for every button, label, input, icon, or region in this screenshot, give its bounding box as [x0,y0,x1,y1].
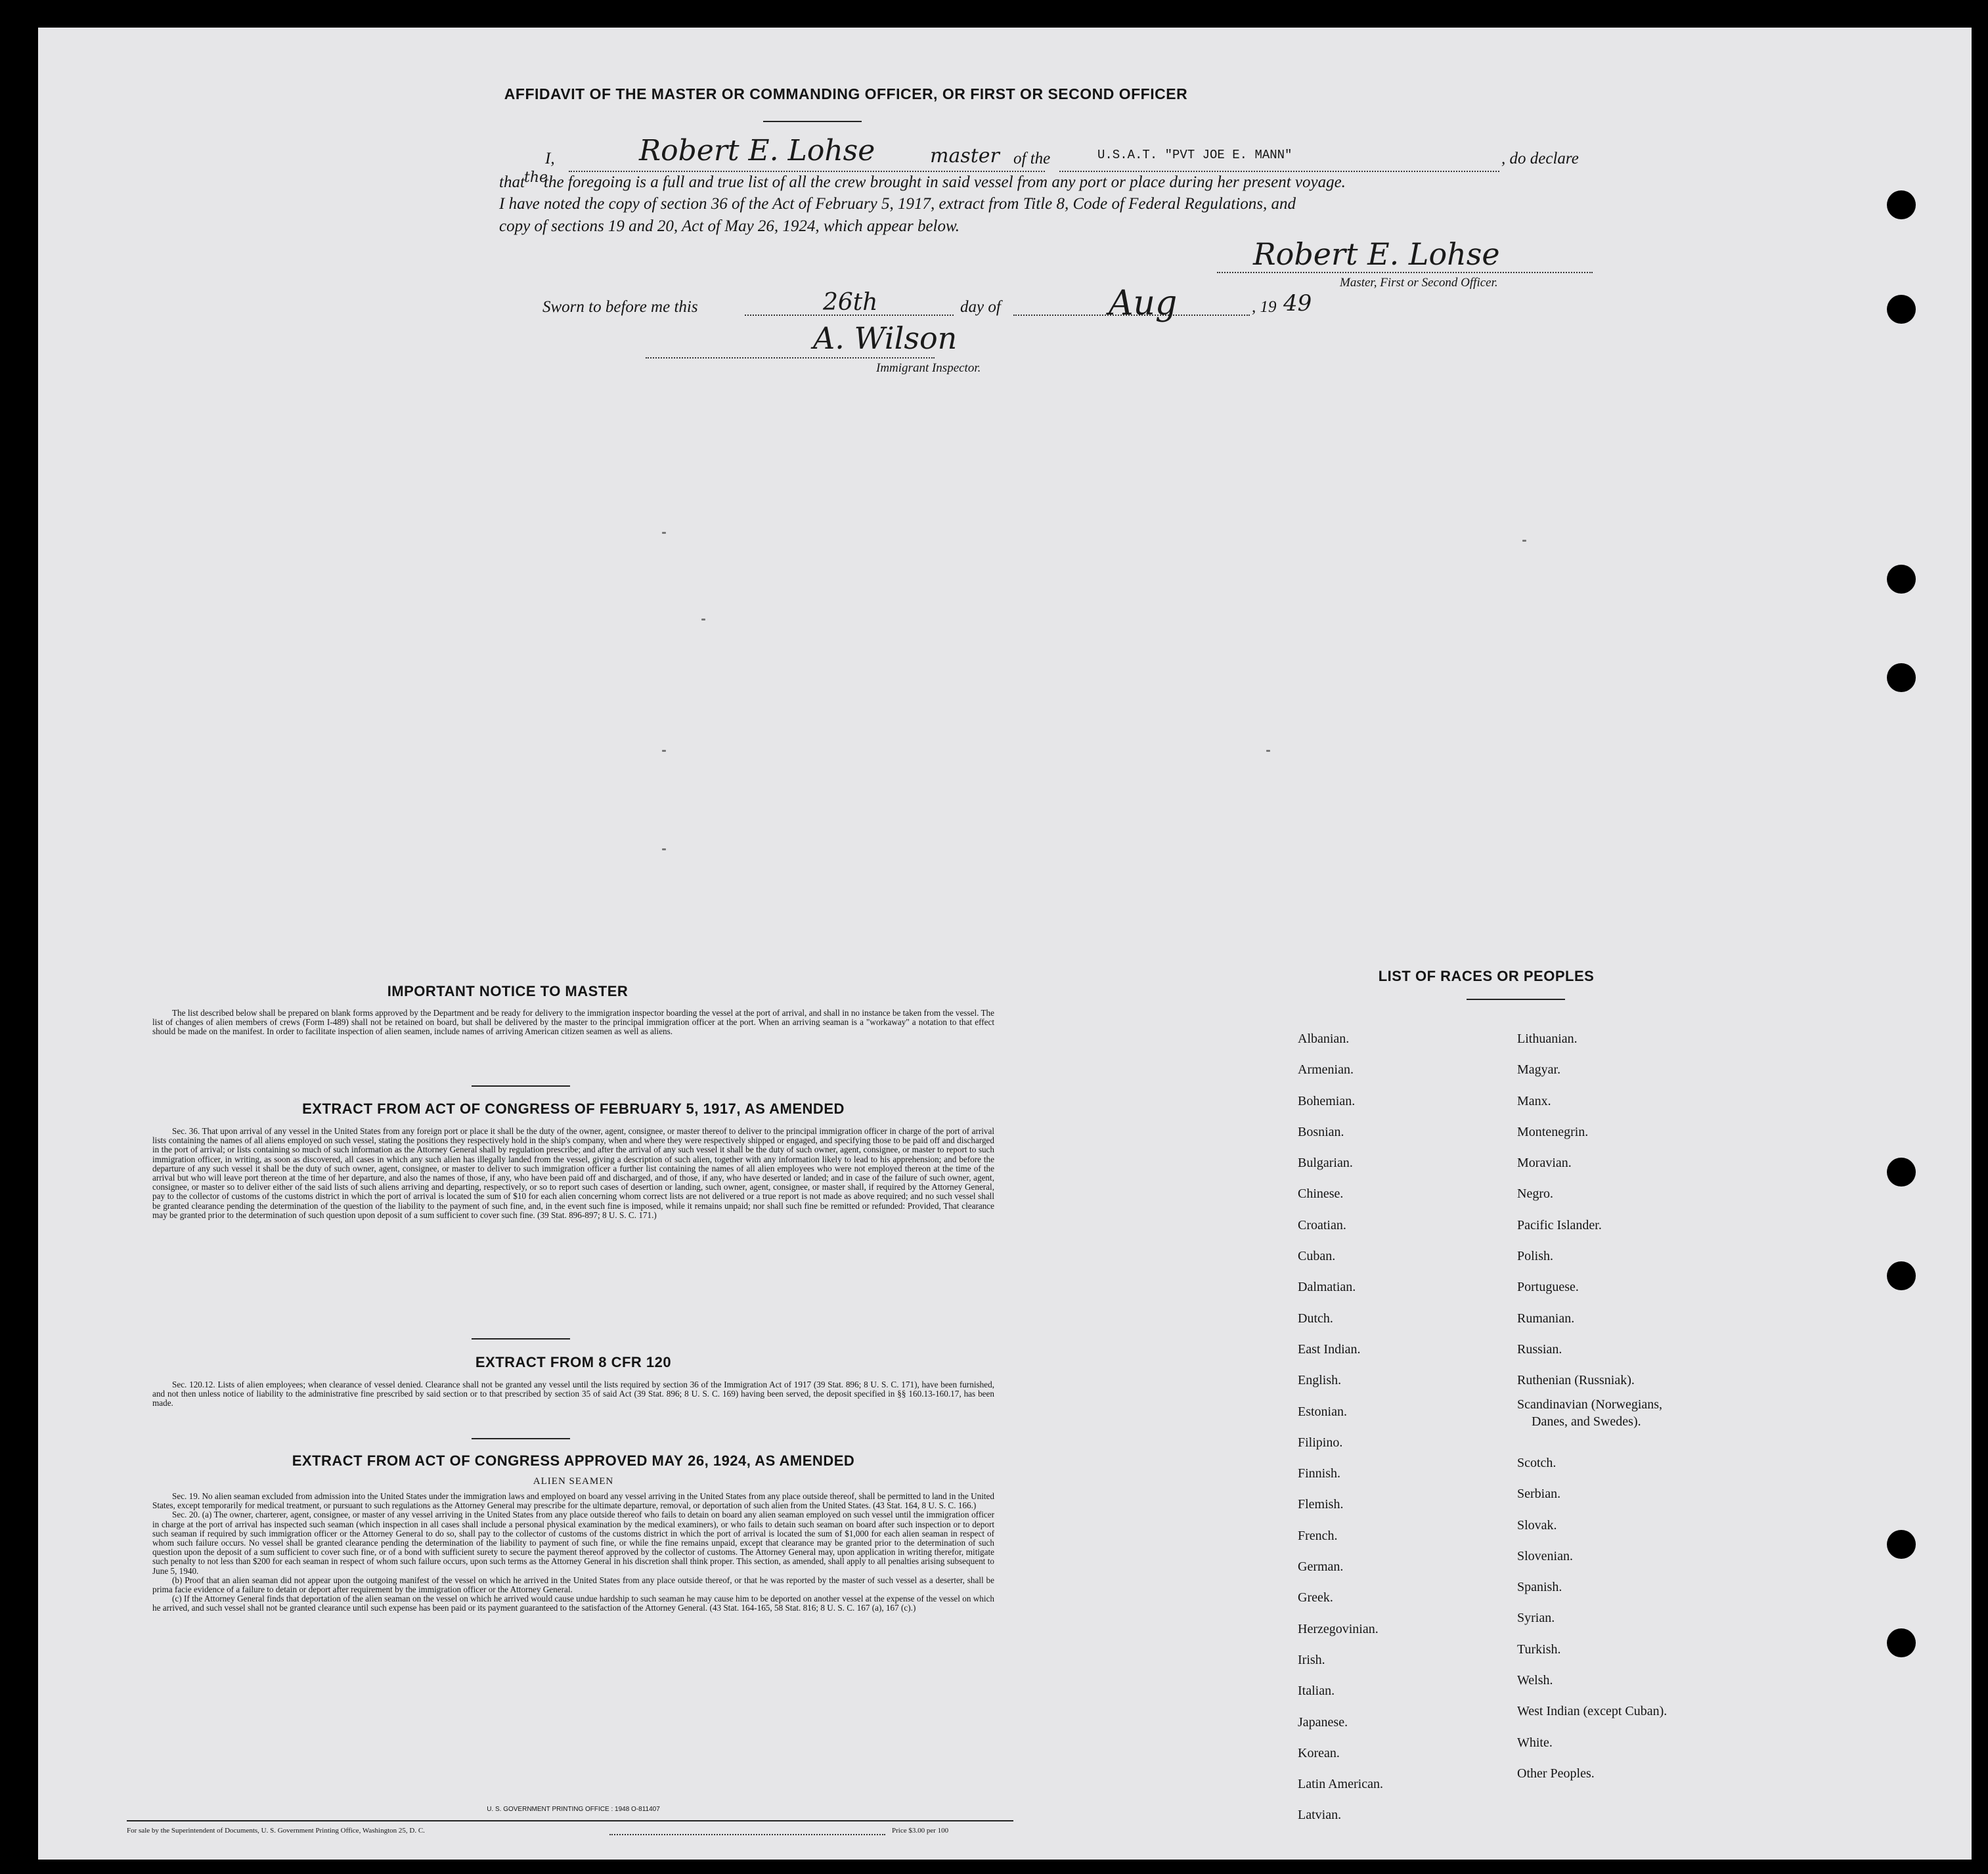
i-label: I, [545,150,555,167]
declarant-name: Robert E. Lohse [639,134,875,167]
footer-price: Price $3.00 per 100 [892,1827,949,1835]
that-label: that [499,173,525,191]
race-item: Dutch. [1298,1311,1333,1326]
race-item: Armenian. [1298,1062,1354,1078]
footer-sale-text: For sale by the Superintendent of Documents, U. S. Government Printing Office, Washington 25, D. C. [127,1827,425,1835]
inspector-signature-line [646,357,935,359]
race-item: French. [1298,1528,1338,1543]
extract-1924-title: EXTRACT FROM ACT OF CONGRESS APPROVED MAY 26, 1924, AS AMENDED [292,1452,855,1469]
declaration-line-1: the foregoing is a full and true list of all the crew brought in said vessel from any port or place during her present voyage. [544,173,1346,191]
punch-hole [1887,1530,1916,1559]
race-item: Latin American. [1298,1777,1383,1792]
declarant-line [569,171,1045,172]
vessel-name: U.S.A.T. "PVT JOE E. MANN" [1097,148,1292,162]
notice-divider [472,1085,570,1087]
race-item: Russian. [1517,1341,1562,1357]
race-item: English. [1298,1373,1342,1388]
punch-hole [1887,1158,1916,1187]
notice-title: IMPORTANT NOTICE TO MASTER [387,983,629,999]
document-page [38,28,1972,1860]
sec-20c-paragraph: (c) If the Attorney General finds that deportation of the alien seaman on the vessel on which he arrived would cause undue hardship to such seaman he may cause him to be deported on another vessel at the expense of the vessel on which he arrived, and such vessel shall not be granted clearance until such expense has been paid or its payment guaranteed to the satisfaction of the Attorney General. (43 Stat. 164-165, 58 Stat. 816; 8 U. S. C. 167 (a), 167 (c).) [152,1594,994,1613]
title-divider [763,121,862,122]
race-item: Korean. [1298,1745,1340,1760]
extract-cfr-paragraph: Sec. 120.12. Lists of alien employees; when clearance of vessel denied. Clearance shall not be granted any vessel until the lists required by section 36 of the Immigration Act of 1917 (39 Stat. 896; 8 U. S. C. 171), have been furnished, and not then unless notice of liability to the administrative fine prescribed by said section or to that prescribed by section 35 of said Act (39 Stat. 896; 8 U. S. C. 169) having been served, the deposit specified in §§ 160.13-160.17, has been made. [152,1380,994,1408]
race-item: Bulgarian. [1298,1156,1353,1171]
races-column-1 [1298,1024,1495,1831]
race-item: Spanish. [1517,1580,1562,1595]
bleed-mark [662,750,666,752]
scandinavian-line-2: Danes, and Swedes). [1532,1414,1641,1429]
race-item: Bosnian. [1298,1124,1344,1139]
race-item: Estonian. [1298,1404,1347,1419]
scandinavian-line-1: Scandinavian (Norwegians, [1517,1397,1663,1412]
race-item: Other Peoples. [1517,1766,1595,1781]
extract-cfr-divider [472,1438,570,1439]
race-item: Welsh. [1517,1673,1553,1688]
race-item: Finnish. [1298,1466,1341,1481]
extract-1924-subtitle: ALIEN SEAMEN [533,1476,614,1487]
sec-20a-paragraph: Sec. 20. (a) The owner, charterer, agent, consignee, or master of any vessel arriving in the United States from any place outside thereof who fails to detain on board any alien seaman employed on such vessel until the immigration officer in charge at the port of arrival has inspected such seaman (which inspection in all cases shall include a personal physical examination by the medical examiners), or who fails to detain such seaman on board after such inspection or to deport such seaman if required by such immigration officer or the Attorney General to do so, shall pay to the collector of customs of the customs district in which the port of arrival is located the sum of $1,000 for each alien seaman in respect of whom such failure occurs. No vessel shall be granted clearance pending the determination of the liability to payment of such fine, or while the fine remains unpaid, except that clearance may be granted prior to the determination of such question upon the deposit of a sum sufficient to cover such fine, or of a bond with sufficient surety to secure the payment thereof approved by the collector of customs. The Attorney General may, upon application in writing therefor, mitigate such penalty to not less than $200 for each seaman in respect of whom such failure occurs, upon such terms as the Attorney General in his discretion shall think proper. This section, as amended, shall apply to all penalties arising subsequent to June 5, 1940. [152,1510,994,1576]
race-item: Ruthenian (Russniak). [1517,1373,1635,1388]
master-signature-caption: Master, First or Second Officer. [1340,276,1498,290]
race-item: Rumanian. [1517,1311,1575,1326]
extract-cfr-title: EXTRACT FROM 8 CFR 120 [475,1354,672,1370]
inspector-caption: Immigrant Inspector. [876,361,981,375]
vessel-line [1059,171,1499,172]
declaration-line-3: copy of sections 19 and 20, Act of May 26, 1924, which appear below. [499,217,960,235]
race-item: Syrian. [1517,1611,1555,1626]
race-item: Pacific Islander. [1517,1217,1602,1232]
affidavit-title: AFFIDAVIT OF THE MASTER OR COMMANDING OFFICER, OR FIRST OR SECOND OFFICER [504,85,1188,102]
race-item: Flemish. [1298,1497,1344,1512]
race-item: Manx. [1517,1093,1551,1108]
extract-1924-text [152,1492,994,1613]
race-item: Slovenian. [1517,1548,1573,1563]
race-item-scandinavian [1517,1396,1662,1430]
footer-rule [127,1820,1013,1821]
punch-hole [1887,1261,1916,1290]
race-item: West Indian (except Cuban). [1517,1704,1668,1719]
master-signature: Robert E. Lohse [1253,236,1500,272]
punch-hole [1887,663,1916,692]
race-item: Serbian. [1517,1487,1561,1502]
race-item: Japanese. [1298,1714,1348,1730]
race-item: Negro. [1517,1187,1553,1202]
race-item: Portuguese. [1517,1280,1579,1295]
race-item: Polish. [1517,1249,1554,1264]
day-of-label: day of [960,298,1001,316]
race-item: White. [1517,1735,1553,1750]
race-item: Turkish. [1517,1642,1561,1657]
races-divider [1467,999,1565,1000]
race-item: Dalmatian. [1298,1280,1356,1295]
do-declare-label: , do declare [1501,150,1579,167]
that-handmark: the [524,169,548,186]
race-item: Chinese. [1298,1187,1344,1202]
sworn-month: Aug [1109,284,1178,323]
race-item: Croatian. [1298,1217,1346,1232]
race-item: Cuban. [1298,1249,1336,1264]
of-the-label: of the [1013,150,1051,167]
notice-paragraph: The list described below shall be prepared on blank forms approved by the Department and be ready for delivery to the immigration inspector boarding the vessel at the port of arrival, and shall in no instance be taken from the vessel. The list of changes of alien members of crews (Form I-489) shall not be retained on board, but shall be delivered by the master to the principal immigration officer at the port. When an arriving seaman is a "workaway" a notation to that effect should be made on the manifest. In order to facilitate inspection of alien seamen, include names of arriving American citizen seamen as well as aliens. [152,1008,994,1037]
race-item: Magyar. [1517,1062,1561,1078]
races-column-2 [1517,1024,1793,1397]
footer-dots [609,1834,885,1835]
notice-text [152,1009,994,1037]
race-item: Moravian. [1517,1156,1572,1171]
race-item: Scotch. [1517,1456,1557,1470]
race-item: Italian. [1298,1684,1335,1699]
races-title: LIST OF RACES OR PEOPLES [1378,968,1595,984]
race-item: Montenegrin. [1517,1124,1589,1139]
punch-hole [1887,565,1916,594]
race-item: East Indian. [1298,1341,1361,1357]
race-item: Herzegovinian. [1298,1621,1379,1636]
master-signature-line [1217,272,1593,273]
printing-office-imprint: U. S. GOVERNMENT PRINTING OFFICE : 1948 O-811407 [487,1806,660,1813]
race-item: German. [1298,1559,1344,1575]
sec-19-paragraph: Sec. 19. No alien seaman excluded from admission into the United States under the immigration laws and employed on board any vessel arriving in the United States from any place outside thereof, shall be permitted to land in the United States, except temporarily for medical treatment, or pursuant to such regulations as the Attorney General may prescribe for the ultimate departure, removal, or deportation of such alien from the United States. (43 Stat. 164, 8 U. S. C. 166.) [152,1491,994,1511]
race-item: Bohemian. [1298,1093,1356,1108]
sworn-label: Sworn to before me this [542,298,698,316]
punch-hole [1887,190,1916,219]
extract-1917-divider [472,1338,570,1340]
bleed-mark [662,848,666,850]
bleed-mark [662,532,666,534]
race-item: Slovak. [1517,1517,1557,1533]
bleed-mark [1266,750,1270,752]
bleed-mark [1522,540,1526,542]
sworn-day: 26th [823,289,878,316]
races-column-2-continued [1517,1448,1793,1789]
race-item: Greek. [1298,1590,1333,1605]
declaration-line-2: I have noted the copy of section 36 of the Act of February 5, 1917, extract from Title 8, Code of Federal Regulations, and [499,195,1296,213]
year-prefix: , 19 [1252,298,1277,316]
extract-1917-title: EXTRACT FROM ACT OF CONGRESS OF FEBRUARY 5, 1917, AS AMENDED [302,1100,845,1117]
extract-1917-paragraph: Sec. 36. That upon arrival of any vessel in the United States from any foreign port or place it shall be the duty of the owner, agent, consignee, or master thereof to deliver to the principal immigration officer in charge of the port of arrival lists containing the names of all aliens employed on such vessel, stating the positions they respectively hold in the ship's company, when and where they were respectively shipped or engaged, and specifying those to be paid off and discharged in the port of arrival; or lists containing so much of such information as the Attorney General shall by regulation prescribe; and after the arrival of any such vessel it shall be the duty of such owner, agent, consignee, or master to report to such immigration officer, in writing, as soon as discovered, all cases in which any such alien has illegally landed from the vessel, giving a description of such alien, together with any information likely to lead to his apprehension; and before the departure of any such vessel it shall be the duty of such owner, agent, consignee, or master to deliver to such immigration officer a further list containing the names of all alien employees who were not employed thereon at the time of the arrival but who will leave port thereon at the time of her departure, and also the names of those, if any, who have been paid off and discharged, and of those, if any, who have deserted or landed; and in case of the failure of such owner, agent, consignee, or master so to deliver either of the said lists of such aliens arriving and departing, respectively, or so to report such cases of desertion or landing, such owner, agent, consignee, or master shall, if required by the Attorney General, pay to the collector of customs of the customs district in which the port of arrival is located the sum of $10 for each alien concerning whom correct lists are not delivered or a true report is not made as above required; and no such vessel shall be granted clearance pending the determination of the question of the liability to the payment of such fine, and, in the event such fine is imposed, while it remains unpaid; nor shall such fine be remitted or refunded: Provided, That clearance may be granted prior to the determination of such question upon deposit of a sum sufficient to cover such fine. (39 Stat. 896-897; 8 U. S. C. 171.) [152,1126,994,1220]
inspector-signature: A. Wilson [813,320,958,356]
extract-cfr-text [152,1380,994,1408]
race-item: Irish. [1298,1652,1325,1667]
sworn-year: 49 [1283,290,1312,316]
extract-1917-text [152,1127,994,1220]
race-item: Filipino. [1298,1435,1343,1450]
race-item: Lithuanian. [1517,1032,1578,1046]
race-item: Latvian. [1298,1808,1342,1823]
punch-hole [1887,1628,1916,1657]
race-item: Albanian. [1298,1032,1350,1046]
declarant-role: master [930,144,1000,167]
sec-20b-paragraph: (b) Proof that an alien seaman did not appear upon the outgoing manifest of the vessel on which he arrived in the United States from any place outside thereof, or that he was reported by the master of such vessel as a deserter, shall be prima facie evidence of a failure to detain or deport after requirement by the immigration officer or the Attorney General. [152,1575,994,1595]
punch-hole [1887,295,1916,324]
bleed-mark [701,619,705,621]
